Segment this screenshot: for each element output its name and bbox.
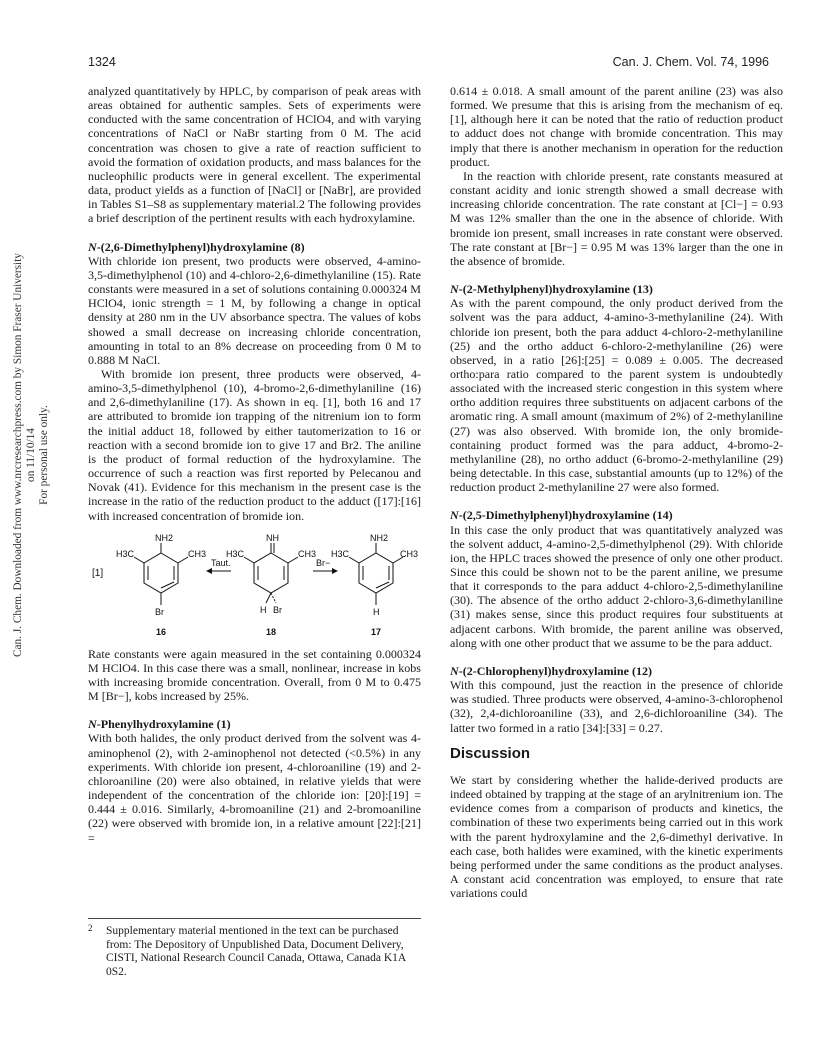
paragraph: In the reaction with chloride present, rate constants measured at constant acidity and ionic strength showed a small decrease with increasing chloride concentration. The rate constant at [Cl−] = 0.93 M was 12% smaller than the one in the absence of chloride. With bromide ion present, small increases in rate constant were observed. The rate constant at [Br−] = 0.95 M was 13% larger than the one in the absence of bromide.: [450, 168, 783, 268]
reaction-scheme-drawing: [88, 531, 421, 641]
molecule-16-structure: [134, 543, 188, 605]
watermark-line-1: Can. J. Chem. Downloaded from www.nrcresearchpress.com by Simon Fraser University on 11/10/14: [12, 253, 37, 657]
section-heading: N-(2-Chlorophenyl)hydroxylamine (12): [450, 663, 653, 678]
paragraph: 0.614 ± 0.018. A small amount of the parent aniline (23) was also formed. We presume that this is arising from the mechanism of eq. [1], although here it can be noted that the ratio of reduction product to adduct does not change with bromide concentration. This may imply that there is another mechanism in operation for the reduction product.: [450, 84, 783, 169]
ch3-label: CH3: [400, 548, 419, 559]
taut-label: Taut.: [211, 557, 231, 568]
ch3-label: CH3: [298, 548, 317, 559]
paragraph: Rate constants were again measured in the set containing 0.000324 M HClO4. In this case there was a small, nonlinear, increase in kobs with increasing bromide concentration. Overall, from 0 M to 0.475 M [Br−], kobs increased by 25%.: [88, 646, 421, 704]
left-column: [88, 84, 421, 845]
compound-label-18: 18: [266, 626, 277, 637]
br-label: Br: [155, 606, 164, 617]
footnote-number: 2: [88, 923, 93, 933]
h3c-label: H3C: [116, 548, 135, 559]
paragraph: With chloride ion present, two products were observed, 4-amino-3,5-dimethylphenol (10) and 4-chloro-2,6-dimethylaniline (15). Rate constants were measured in a set of solutions containing 0.000324 M HClO4, ionic strength = 1 M, by following a change in optical density at 280 nm in the UV absorbance spectra. The values of kobs showed a small decrease on increasing chloride concentration, amounting in total to an 8% decrease on proceeding from 0 M to 0.888 M NaCl.: [88, 253, 421, 367]
h-label: H: [373, 606, 380, 617]
br-label: Br: [273, 604, 282, 615]
download-watermark: [2, 250, 50, 660]
molecule-18-structure: [244, 543, 298, 603]
section-heading: N-(2,5-Dimethylphenyl)hydroxylamine (14): [450, 508, 673, 523]
section-heading: N-(2,6-Dimethylphenyl)hydroxylamine (8): [88, 239, 305, 254]
paragraph: With this compound, just the reaction in the presence of chloride was studied. Three products were observed, 4-amino-3-chlorophenol (32), 2,4-dichloroaniline (33), and 2,6-dichloroaniline (34). The latter two formed in a ratio [34]:[33] = 0.27.: [450, 678, 783, 735]
paragraph: In this case the only product that was quantitatively analyzed was the solvent adduct, 4-amino-2,5-dimethylphenol (29). With chloride ion, the HPLC traces showed the presence of only one other product. Since this could be shown not to be the parent aniline, we presume that it corresponds to the para adduct 4-chloro-2,5-dimethylaniline (30). The absence of the ortho adduct 2-chloro-3,6-dimethylaniline (31) makes sense, since this product requires four substituents at adjacent carbons. With bromide, the parent aniline was observed, along with one other product that we assume to be the para adduct.: [450, 522, 783, 650]
discussion-heading: Discussion: [450, 744, 531, 762]
paragraph: We start by considering whether the halide-derived products are indeed obtained by trapping at the stage of an arylnitrenium ion. The evidence comes from a comparison of products and kinetics, the combination of these two experiments being carried out in this work with the parent hydroxylamine and the 2,6-dimethyl derivative. In each case, both halides were examined, with the kinetic experiments being performed under the same conditions as the product analyses. A constant acid concentration was employed, to ensure that rate variations could: [450, 772, 783, 901]
section-heading: N-(2-Methylphenyl)hydroxylamine (13): [450, 282, 653, 297]
ch3-label: CH3: [188, 548, 207, 559]
h3c-label: H3C: [226, 548, 245, 559]
nh2-label: NH2: [370, 532, 389, 543]
footnote: [88, 925, 408, 979]
watermark-line-2: For personal use only.: [38, 405, 50, 505]
molecule-17-structure: [349, 543, 403, 605]
paragraph: With both halides, the only product derived from the solvent was 4-aminophenol (2), with 2-aminophenol not detected (<0.5%) in any experiments. With chloride ion present, 4-chloroaniline (19) and 2-chloroaniline (20) were also obtained, in relative yields that were independent of the concentration of the chloride ion: [20]:[19] = 0.444 ± 0.016. Similarly, 4-bromoaniline (21) and 2-bromoaniline (22) were observed with bromide ion, in a relative amount [22]:[21] =: [88, 731, 421, 845]
equation-label: [1]: [92, 567, 104, 579]
right-column: [450, 84, 783, 900]
paragraph: As with the parent compound, the only product derived from the solvent was the para adduct, 4-amino-3-methylaniline (24). With chloride ion present, both the para adduct 4-chloro-2-methylaniline (25) and the ortho adduct 6-chloro-2-methylaniline (26) were observed, in a ratio [26]:[25] = 0.089 ± 0.005. The decreased ortho:para ratio compared to the parent system is undoubtedly associated with the increased steric congestion in this system where ortho addition requires three substituents on adjacent carbons of the aromatic ring. A small amount (maximum of 2%) of 2-methylaniline (27) was also observed. With bromide ion, the only bromide-containing product formed was the para adduct, 4-bromo-2-methylaniline (28), no ortho adduct (6-bromo-2-methylaniline (29) being detectable. In this case, substantial amounts (up to 12%) of the reduction product 2-methylaniline 27 were also formed.: [450, 296, 783, 495]
paragraph: analyzed quantitatively by HPLC, by comparison of peak areas with areas obtained for authentic samples. Sets of experiments were conducted with the same concentration of HClO4, and with varying concentrations of NaCl or NaBr starting from 0 M. The acid concentration was chosen to give a rate of reaction sufficient to avoid the formation of oxidation products, and mass balances for the nucleophilic products were in general excellent. The experimental data, product yields as a function of [NaCl] or [NaBr], are provided in Tables S1–S8 as supplementary material.2 The following provides a brief description of the pertinent results with each hydroxylamine.: [88, 84, 421, 226]
nh-label: NH: [266, 532, 279, 543]
footnote-divider: [88, 918, 421, 919]
journal-header: Can. J. Chem. Vol. 74, 1996: [612, 55, 769, 69]
paragraph: With bromide ion present, three products were observed, 4-amino-3,5-dimethylphenol (10), 4-bromo-2,6-dimethylaniline (16) and 2,6-dimethylaniline (17). As shown in eq. [1], both 16 and 17 are attributed to bromide ion trapping of the nitrenium ion to form the initial adduct 18, followed by either tautomerization to 16 or reaction with a second bromide ion to give 17 and Br2. The aniline is the product of formal reduction of the hydroxylamine. The occurrence of such a reaction was first reported by Pelecanou and Novak (41). Evidence for this mechanism in the present case is the increase in the ratio of the reduction product to the adduct ([17]:[16] with increased concentration of bromide ion.: [88, 366, 421, 523]
h3c-label: H3C: [331, 548, 350, 559]
nh2-label: NH2: [155, 532, 174, 543]
h-label: H: [260, 604, 267, 615]
footnote-text: Supplementary material mentioned in the text can be purchased from: The Depository of Unpublished Data, Document Delivery, CISTI, National Research Council Canada, Ottawa, Canada K1A 0S2.: [106, 925, 406, 978]
reaction-scheme: [88, 531, 421, 641]
br-minus-label: Br−: [316, 557, 331, 568]
compound-label-16: 16: [156, 626, 167, 637]
page-number: 1324: [88, 55, 116, 69]
section-heading: N-Phenylhydroxylamine (1): [88, 717, 231, 732]
compound-label-17: 17: [371, 626, 382, 637]
